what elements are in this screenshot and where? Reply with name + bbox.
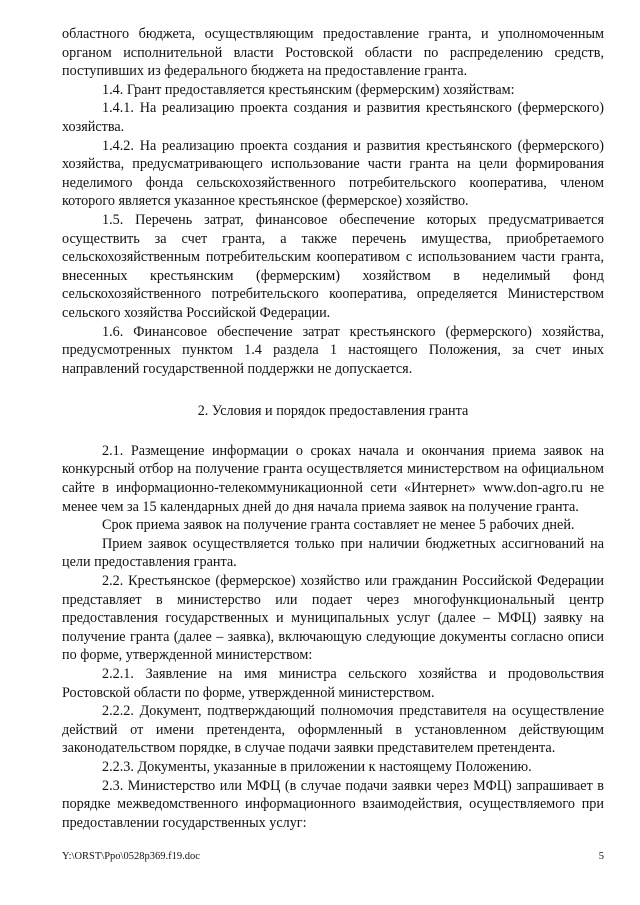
paragraph-1-5: 1.5. Перечень затрат, финансовое обеспечение которых предусматривается осуществить за счет гранта, а также перечень имущества, приобретаемого сельскохозяйственным потребительским кооперативом с использованием части гранта, внесенных крестьянским (фермерским) хозяйством в неделимый фонд сельскохозяйственного потребительского кооператива, определяется Министерством сельского хозяйства Российской Федерации. — [62, 211, 604, 321]
paragraph-2-2-3: 2.2.3. Документы, указанные в приложении к настоящему Положению. — [102, 758, 532, 775]
paragraph-deadline: Срок приема заявок на получение гранта составляет не менее 5 рабочих дней. — [102, 517, 575, 534]
paragraph-2-2: 2.2. Крестьянское (фермерское) хозяйство или гражданин Российской Федерации представляет в министерство или подает через многофункциональный центр предоставления государственных и муниципальных услуг (далее – МФЦ) заявку на получение гранта (далее – заявка), включающую следующие документы согласно описи по форме, утвержденной министерством: — [62, 573, 604, 664]
paragraph-budget: Прием заявок осуществляется только при наличии бюджетных ассигнований на цели предоставления гранта. — [62, 535, 604, 571]
paragraph-2-2-2: 2.2.2. Документ, подтверждающий полномочия представителя на осуществление действий от имени претендента, оформленный в установленном действующим законодательством порядке, в случае подачи заявки представителем претендента. — [62, 703, 604, 757]
paragraph-1-4: 1.4. Грант предоставляется крестьянским (фермерским) хозяйствам: — [102, 81, 515, 98]
paragraph-1-4-1: 1.4.1. На реализацию проекта создания и развития крестьянского (фермерского) хозяйства. — [62, 100, 604, 135]
section-heading-2: 2. Условия и порядок предоставления гранта — [197, 403, 469, 420]
document-body — [62, 25, 604, 832]
page-number: 5 — [598, 851, 604, 862]
paragraph-2-1: 2.1. Размещение информации о сроках начала и окончания приема заявок на конкурсный отбор на получение гранта осуществляется министерством на официальном сайте в информационно-телекоммуникационной сети «Интернет» www.don-agro.ru не менее чем за 15 календарных дней до дня начала приема заявок на получение гранта. — [62, 442, 604, 515]
paragraph-1-4-2: 1.4.2. На реализацию проекта создания и развития крестьянского (фермерского) хозяйства, предусматривающего использование части гранта на цели формирования неделимого фонда сельскохозяйственного потребительского кооператива, членом которого является указанное крестьянское (фермерское) хозяйство. — [62, 137, 604, 210]
paragraph-1-6: 1.6. Финансовое обеспечение затрат крестьянского (фермерского) хозяйства, предусмотренных пунктом 1.4 раздела 1 настоящего Положения, за счет иных направлений государственной поддержки не допускается. — [62, 323, 604, 377]
paragraph-2-3: 2.3. Министерство или МФЦ (в случае подачи заявки через МФЦ) запрашивает в порядке межведомственного информационного взаимодействия, осуществляемого при предоставлении государственных услуг: — [62, 777, 604, 831]
paragraph-2-2-1: 2.2.1. Заявление на имя министра сельского хозяйства и продовольствия Ростовской области по форме, утвержденной министерством. — [62, 666, 604, 701]
footer-file-path: Y:\ORST\Ppo\0528p369.f19.doc — [62, 851, 200, 862]
paragraph-continuation: областного бюджета, осуществляющим предоставление гранта, и уполномоченным органом исполнительной власти Ростовской области по распределению средств, поступивших из федерального бюджета на предоставление гранта. — [62, 26, 604, 80]
